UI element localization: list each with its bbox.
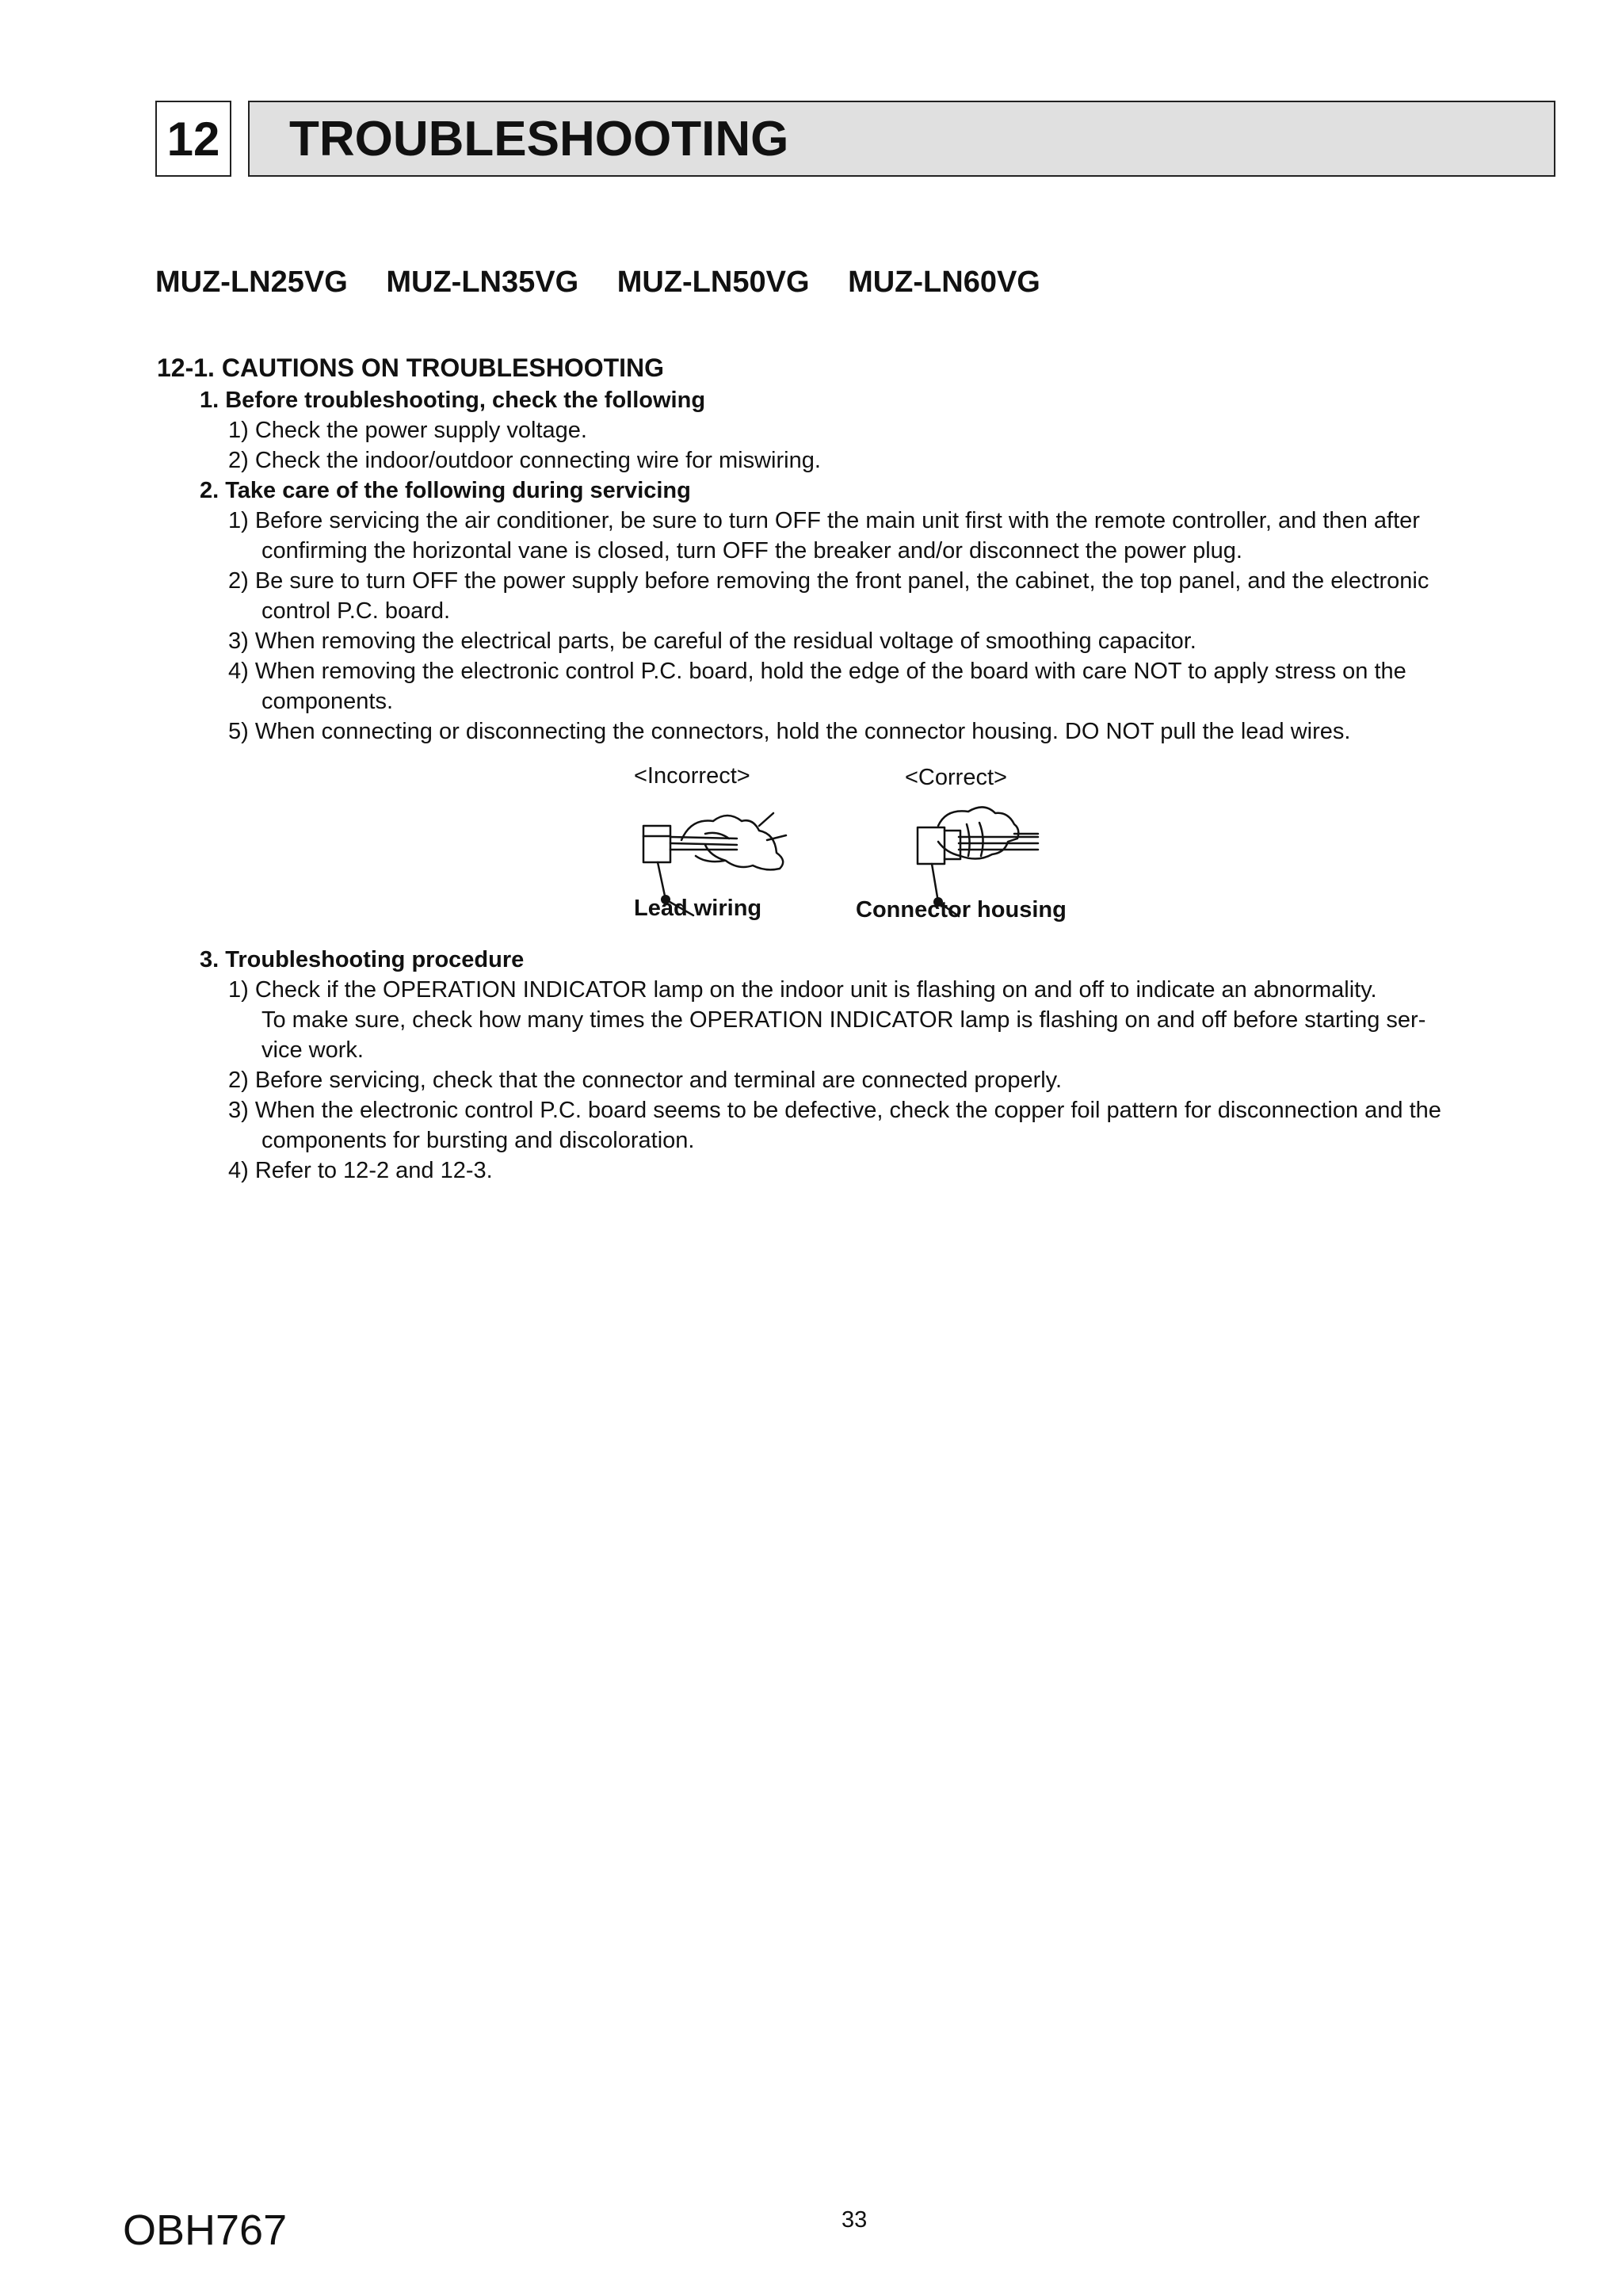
chapter-number: 12 bbox=[155, 101, 231, 177]
list-item-continuation: components for bursting and discoloration. bbox=[261, 1128, 695, 1153]
list-item: 2) Be sure to turn OFF the power supply before removing the front panel, the cabinet, the top panel, and the electronic bbox=[228, 568, 1429, 594]
connector-handling-figure bbox=[618, 761, 1109, 935]
lead-wiring-label: Lead wiring bbox=[634, 896, 762, 921]
subsection-title: 2. Take care of the following during servicing bbox=[200, 478, 691, 503]
list-item: 1) Before servicing the air conditioner, be sure to turn OFF the main unit first with the remote controller, and then after bbox=[228, 508, 1420, 533]
list-item: 3) When the electronic control P.C. board seems to be defective, check the copper foil pattern for disconnection and the bbox=[228, 1098, 1441, 1123]
model-name: MUZ-LN50VG bbox=[616, 266, 810, 299]
document-code: OBH767 bbox=[123, 2206, 288, 2254]
model-name: MUZ-LN25VG bbox=[155, 266, 348, 299]
model-name: MUZ-LN60VG bbox=[848, 266, 1040, 299]
subsection-title: 3. Troubleshooting procedure bbox=[200, 947, 525, 972]
subsection-title: 1. Before troubleshooting, check the following bbox=[200, 388, 706, 413]
list-item: 3) When removing the electrical parts, be careful of the residual voltage of smoothing capacitor. bbox=[228, 628, 1196, 654]
correct-label: <Correct> bbox=[905, 765, 1007, 790]
section-title: 12-1. CAUTIONS ON TROUBLESHOOTING bbox=[157, 353, 665, 382]
model-name: MUZ-LN35VG bbox=[386, 266, 579, 299]
list-item: 2) Before servicing, check that the connector and terminal are connected properly. bbox=[228, 1068, 1063, 1093]
list-item-continuation: confirming the horizontal vane is closed, turn OFF the breaker and/or disconnect the power plug. bbox=[261, 538, 1242, 563]
connector-housing-label: Connector housing bbox=[856, 897, 1067, 923]
list-item: 2) Check the indoor/outdoor connecting wire for miswiring. bbox=[228, 448, 821, 473]
list-item-continuation: control P.C. board. bbox=[261, 598, 451, 624]
model-list bbox=[155, 266, 1071, 300]
list-item-continuation: To make sure, check how many times the OPERATION INDICATOR lamp is flashing on and off before starting ser- bbox=[261, 1007, 1426, 1033]
list-item-continuation: components. bbox=[261, 689, 394, 714]
page-number: 33 bbox=[842, 2207, 868, 2233]
list-item-continuation: vice work. bbox=[261, 1037, 364, 1063]
list-item: 1) Check if the OPERATION INDICATOR lamp on the indoor unit is flashing on and off to indicate an abnormality. bbox=[228, 977, 1377, 1003]
list-item: 4) When removing the electronic control P.C. board, hold the edge of the board with care NOT to apply stress on the bbox=[228, 659, 1406, 684]
list-item: 5) When connecting or disconnecting the connectors, hold the connector housing. DO NOT pull the lead wires. bbox=[228, 719, 1351, 744]
list-item: 1) Check the power supply voltage. bbox=[228, 418, 587, 443]
list-item: 4) Refer to 12-2 and 12-3. bbox=[228, 1158, 493, 1183]
chapter-title: TROUBLESHOOTING bbox=[248, 101, 1555, 177]
incorrect-label: <Incorrect> bbox=[634, 763, 750, 789]
